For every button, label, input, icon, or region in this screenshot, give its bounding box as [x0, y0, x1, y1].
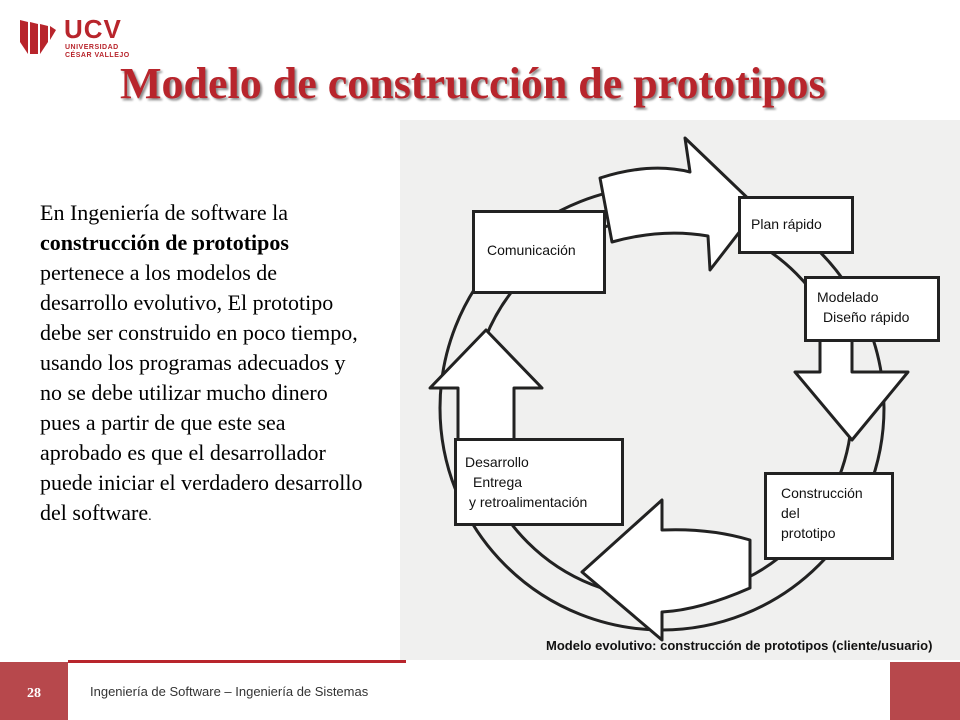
footer-text: Ingeniería de Software – Ingeniería de Sistemas — [90, 684, 369, 699]
box-desarrollo-line2: Entrega — [473, 474, 523, 490]
prototype-cycle-diagram — [400, 120, 960, 660]
body-paragraph — [40, 198, 370, 532]
footer-right-block — [890, 662, 960, 720]
page-title: Modelo de construcción de prototipos — [120, 59, 826, 108]
cycle-graphic — [400, 120, 960, 660]
box-plan-label: Plan rápido — [751, 216, 822, 232]
logo-name: UCV — [64, 14, 122, 44]
box-construccion-line1: Construcción — [781, 485, 863, 501]
box-construccion-line2: del — [781, 505, 800, 521]
ucv-shield-icon — [16, 16, 58, 56]
box-modelado-line2: Diseño rápido — [823, 309, 910, 325]
footer-divider-line — [68, 660, 406, 663]
box-desarrollo — [454, 438, 624, 526]
body-text-part1: En Ingeniería de software la — [40, 200, 288, 225]
box-modelado-line1: Modelado — [817, 289, 879, 305]
box-comunicacion — [472, 210, 606, 294]
body-text-part2: pertenece a los modelos de desarrollo evolutivo, El prototipo debe ser construido en poco tiempo, usando los programas adecuados y no se debe utilizar mucho dinero pues a partir de que este sea aprobado es que el desarrollador puede iniciar el verdadero desarrollo del software — [40, 260, 363, 525]
box-plan-rapido — [738, 196, 854, 254]
body-text-period: . — [148, 509, 152, 524]
box-desarrollo-line3: y retroalimentación — [469, 494, 588, 510]
logo-line1: UNIVERSIDAD — [65, 44, 119, 51]
page-number: 28 — [27, 686, 41, 701]
diagram-caption: Modelo evolutivo: construcción de prototipos (cliente/usuario) — [546, 638, 933, 653]
body-text-bold: construcción de prototipos — [40, 230, 289, 255]
logo-line2: CÉSAR VALLEJO — [65, 52, 130, 59]
box-construccion — [764, 472, 894, 560]
box-desarrollo-line1: Desarrollo — [465, 454, 529, 470]
ucv-logo — [16, 14, 146, 64]
box-modelado — [804, 276, 940, 342]
box-comunicacion-label: Comunicación — [487, 242, 576, 258]
box-construccion-line3: prototipo — [781, 525, 836, 541]
